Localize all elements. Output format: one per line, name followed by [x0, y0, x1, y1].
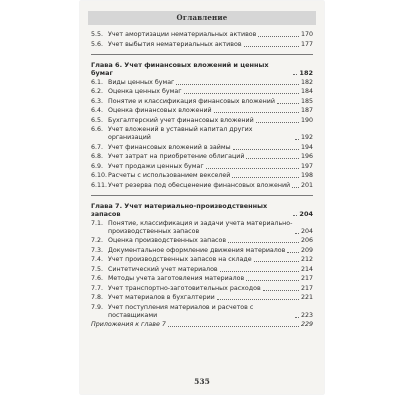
toc-entry-page: 198	[300, 172, 313, 179]
dot-leader	[295, 233, 299, 234]
toc-entry-body	[91, 202, 313, 218]
toc-entry	[91, 117, 313, 125]
toc-entry-number: 7.3.	[91, 246, 104, 254]
toc-entry	[91, 41, 313, 49]
toc-entry-body	[108, 220, 313, 236]
toc-entry-body	[108, 256, 313, 264]
toc-entry-number: 6.8.	[91, 153, 104, 160]
toc-entry-number: 6.2.	[91, 88, 104, 95]
toc-entry	[91, 107, 313, 115]
toc-entry-title: Глава 6. Учет финансовых вложений и ценных бумаг	[91, 60, 269, 77]
toc-entry-body	[108, 163, 313, 171]
toc-entry-number: 7.1.	[91, 219, 104, 227]
toc-entry-body	[108, 285, 313, 293]
dot-leader	[254, 261, 299, 262]
toc-entry-number: 7.9.	[91, 303, 104, 311]
toc-entry-title: Учет материалов в бухгалтерии	[108, 294, 215, 301]
toc-entry-title: Приложения к главе 7	[91, 321, 166, 328]
toc-entry	[91, 88, 313, 96]
toc-entry-number: 6.11.	[91, 181, 108, 189]
toc-entry-page: 206	[300, 237, 313, 244]
dot-leader	[184, 93, 299, 94]
toc-entry-body	[108, 98, 313, 106]
toc-entry-body	[108, 107, 313, 115]
toc-entry	[91, 285, 313, 293]
toc-entry-number: 7.4.	[91, 256, 104, 263]
toc-entry	[91, 182, 313, 190]
toc-entry-title: Учет затрат на приобретение облигаций	[108, 153, 245, 160]
page-header	[88, 11, 316, 25]
toc-entry-page: 212	[300, 256, 313, 263]
toc-entry-body	[108, 41, 313, 49]
dot-leader	[233, 149, 299, 150]
toc-entry-body	[91, 321, 313, 329]
toc-entry-title: Понятие и классификация финансовых вложений	[108, 97, 275, 105]
toc-entry-page: 192	[300, 134, 313, 141]
toc-entry-body	[108, 275, 313, 283]
toc-entry-page: 217	[300, 284, 313, 292]
toc-entry-page: 204	[299, 209, 313, 218]
dot-leader	[295, 317, 299, 318]
dot-leader	[287, 252, 299, 253]
toc-entry	[91, 163, 313, 171]
toc-entry-body	[108, 31, 313, 39]
dot-leader	[256, 122, 299, 123]
table-of-contents	[91, 31, 313, 331]
toc-entry-body	[108, 88, 313, 96]
toc-entry-number: 7.6.	[91, 275, 104, 282]
toc-entry-body	[108, 144, 313, 152]
toc-entry-page: 182	[300, 78, 313, 86]
toc-entry-title: Методы учета заготовления материалов	[108, 275, 245, 282]
toc-entry-page: 177	[300, 40, 313, 48]
dot-leader	[277, 103, 299, 104]
dot-leader	[293, 215, 297, 216]
toc-entry-title: Учет резерва под обесценение финансовых вложений	[108, 181, 291, 189]
toc-chapter-7	[91, 202, 313, 218]
toc-entry-number: 7.2.	[91, 237, 104, 244]
section-divider	[91, 195, 313, 196]
toc-entry-title: Синтетический учет материалов	[108, 265, 218, 273]
toc-entry-number: 7.5.	[91, 265, 104, 273]
toc-entry-title: Расчеты с использованием векселей	[108, 172, 231, 179]
dot-leader	[246, 158, 299, 159]
toc-entry-body	[91, 61, 313, 77]
toc-entry-number: 6.4.	[91, 107, 104, 114]
toc-entry-page: 209	[300, 246, 313, 254]
page-number: 535	[194, 377, 210, 386]
toc-entry-title: Документальное оформление движения материалов	[108, 246, 286, 254]
toc-entry-page: 221	[300, 294, 313, 301]
dot-leader	[217, 299, 299, 300]
toc-entry-page: 196	[300, 153, 313, 160]
book-page	[80, 1, 324, 394]
dot-leader	[176, 84, 299, 85]
toc-entry-number: 6.1.	[91, 78, 104, 86]
dot-leader	[214, 112, 299, 113]
toc-entry	[91, 79, 313, 87]
toc-entry-number: 6.5.	[91, 116, 104, 124]
toc-entry-page: 187	[300, 107, 313, 114]
toc-entry-body	[108, 237, 313, 245]
toc-entry	[91, 275, 313, 283]
toc-entry-title: Оценка ценных бумаг	[108, 88, 182, 95]
toc-entry-body	[108, 247, 313, 255]
toc-entry-title: Учет выбытия нематериальных активов	[108, 40, 242, 48]
toc-group-chapter-6	[91, 79, 313, 190]
toc-entry-number: 5.5.	[91, 31, 104, 38]
toc-entry-body	[108, 266, 313, 274]
dot-leader	[295, 139, 299, 140]
toc-entry-body	[108, 172, 313, 180]
toc-entry-page: 194	[300, 143, 313, 151]
toc-entry-title: Учет транспортно-заготовительных расходов	[108, 284, 261, 292]
toc-entry-title: Глава 7. Учет материально-производственных запасов	[91, 201, 268, 218]
toc-entry	[91, 220, 313, 236]
toc-entry-page: 184	[300, 88, 313, 95]
toc-entry-title: Учет производственных запасов на складе	[108, 256, 252, 263]
toc-entry-title: Бухгалтерский учет финансовых вложений	[108, 116, 254, 124]
toc-entry-page: 170	[300, 31, 313, 38]
toc-entry	[91, 172, 313, 180]
toc-entry-page: 204	[300, 227, 313, 235]
toc-entry-body	[108, 79, 313, 87]
toc-entry	[91, 266, 313, 274]
dot-leader	[263, 290, 299, 291]
toc-entry-body	[108, 294, 313, 302]
page-title: Оглавление	[176, 13, 228, 22]
toc-entry-title: Оценка производственных запасов	[108, 237, 227, 244]
toc-entry	[91, 153, 313, 161]
toc-entry-title: Понятие, классификация и задачи учета материально-производственных запасов	[108, 219, 293, 235]
dot-leader	[232, 177, 299, 178]
toc-entry	[91, 31, 313, 39]
dot-leader	[292, 187, 299, 188]
toc-entry-page: 201	[300, 181, 313, 189]
dot-leader	[168, 326, 299, 327]
toc-entry-page: 182	[299, 68, 313, 77]
toc-entry-body	[108, 117, 313, 125]
toc-entry-body	[108, 182, 313, 190]
toc-entry-title: Учет амортизации нематериальных активов	[108, 31, 257, 38]
toc-entry	[91, 304, 313, 320]
toc-entry	[91, 294, 313, 302]
toc-appendix	[91, 321, 313, 329]
toc-chapter-6	[91, 61, 313, 77]
toc-entry-page: 223	[300, 311, 313, 319]
toc-entry-number: 6.7.	[91, 143, 104, 151]
toc-group-chapter-5-tail	[91, 31, 313, 49]
toc-entry-title: Учет поступления материалов и расчетов с поставщиками	[108, 303, 254, 319]
toc-entry-title: Учет вложений в уставный капитал других организаций	[108, 126, 253, 141]
dot-leader	[220, 271, 299, 272]
toc-entry-title: Виды ценных бумаг	[108, 78, 175, 86]
section-divider	[91, 54, 313, 55]
dot-leader	[293, 74, 297, 75]
toc-entry-number: 7.8.	[91, 294, 104, 301]
dot-leader	[258, 36, 299, 37]
toc-entry	[91, 98, 313, 106]
dot-leader	[228, 242, 299, 243]
toc-group-chapter-7	[91, 220, 313, 320]
dot-leader	[244, 46, 299, 47]
toc-entry-page: 190	[300, 116, 313, 124]
toc-entry-page: 185	[300, 97, 313, 105]
toc-entry	[91, 144, 313, 152]
toc-entry	[91, 256, 313, 264]
toc-entry	[91, 237, 313, 245]
toc-entry-number: 6.10.	[91, 172, 108, 179]
toc-entry-body	[108, 153, 313, 161]
toc-entry-number: 7.7.	[91, 284, 104, 292]
toc-entry-page: 214	[300, 265, 313, 273]
toc-entry-number: 6.6.	[91, 126, 104, 133]
dot-leader	[246, 280, 299, 281]
toc-entry-page: 197	[300, 162, 313, 170]
toc-entry-number: 5.6.	[91, 40, 104, 48]
toc-entry-number: 6.9.	[91, 162, 104, 170]
toc-entry-title: Учет финансовых вложений в займы	[108, 143, 231, 151]
toc-entry	[91, 126, 313, 142]
toc-entry-title: Учет продажи ценных бумаг	[108, 162, 204, 170]
toc-entry-page: 217	[300, 275, 313, 282]
toc-entry-title: Оценка финансовых вложений	[108, 107, 212, 114]
toc-entry-body	[108, 126, 313, 142]
toc-entry	[91, 247, 313, 255]
toc-entry-number: 6.3.	[91, 97, 104, 105]
toc-entry-body	[108, 304, 313, 320]
dot-leader	[206, 168, 299, 169]
toc-entry-page: 229	[300, 321, 313, 328]
